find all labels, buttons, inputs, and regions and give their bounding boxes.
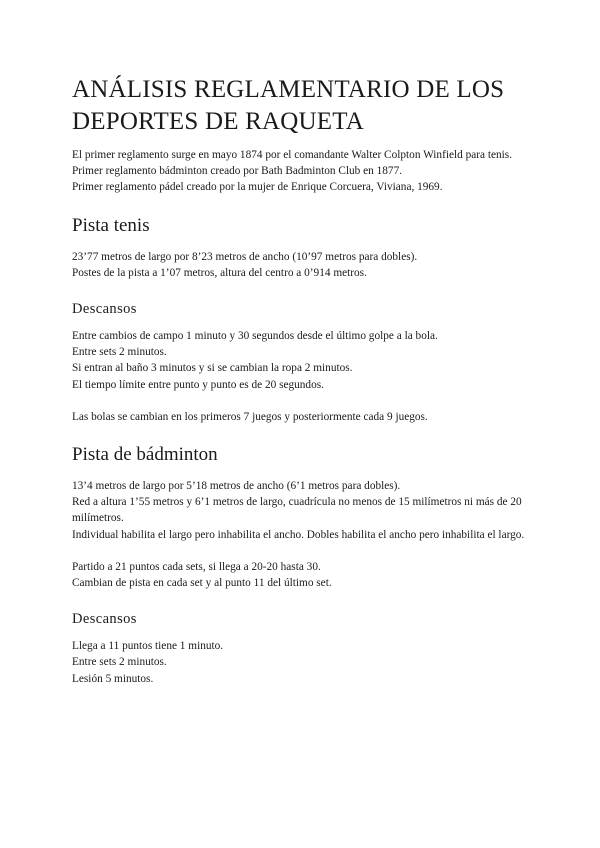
section-heading-badminton: Pista de bádminton (72, 444, 218, 466)
section-heading-tenis: Pista tenis (72, 214, 150, 236)
subsection-heading-descansos-badminton: Descansos (72, 611, 137, 628)
badminton-line: Individual habilita el largo pero inhabilita el ancho. Dobles habilita el ancho pero inhabilita el largo. (72, 528, 525, 541)
badminton-line: Cambian de pista en cada set y al punto 11 del último set. (72, 577, 332, 590)
intro-line: Primer reglamento pádel creado por la mujer de Enrique Corcuera, Viviana, 1969. (72, 181, 443, 194)
badminton-descanso-line: Llega a 11 puntos tiene 1 minuto. (72, 640, 224, 653)
badminton-descanso-line: Lesión 5 minutos. (72, 672, 154, 685)
badminton-line: 13’4 metros de largo por 5’18 metros de ancho (6’1 metros para dobles). (72, 480, 401, 493)
badminton-line: Partido a 21 puntos cada sets, si llega a 20-20 hasta 30. (72, 560, 321, 573)
tenis-bolas-line: Las bolas se cambian en los primeros 7 juegos y posteriormente cada 9 juegos. (72, 410, 428, 423)
intro-line: El primer reglamento surge en mayo 1874 por el comandante Walter Colpton Winfield para tenis. (72, 149, 513, 161)
intro-line: Primer reglamento bádminton creado por Bath Badminton Club en 1877. (72, 165, 403, 178)
blank-line (72, 543, 532, 559)
badminton-line: Red a altura 1’55 metros y 6’1 metros de largo, cuadrícula no menos de 15 milímetros ni más de 20 milímetros. (72, 496, 522, 525)
page-title: ANÁLISIS REGLAMENTARIO DE LOS DEPORTES DE RAQUETA (72, 76, 505, 135)
tenis-descanso-line: Entre sets 2 minutos. (72, 346, 167, 359)
tenis-descanso-line: Si entran al baño 3 minutos y si se cambian la ropa 2 minutos. (72, 362, 353, 375)
tenis-descanso-line: El tiempo límite entre punto y punto es de 20 segundos. (72, 378, 324, 391)
tenis-descanso-line: Entre cambios de campo 1 minuto y 30 segundos desde el último golpe a la bola. (72, 330, 438, 343)
tenis-line: Postes de la pista a 1’07 metros, altura del centro a 0’914 metros. (72, 266, 367, 279)
badminton-descanso-line: Entre sets 2 minutos. (72, 656, 167, 669)
tenis-line: 23’77 metros de largo por 8’23 metros de ancho (10’97 metros para dobles). (72, 250, 418, 263)
blank-line (72, 393, 532, 409)
subsection-heading-descansos-tenis: Descansos (72, 301, 137, 318)
document-page (72, 74, 532, 687)
